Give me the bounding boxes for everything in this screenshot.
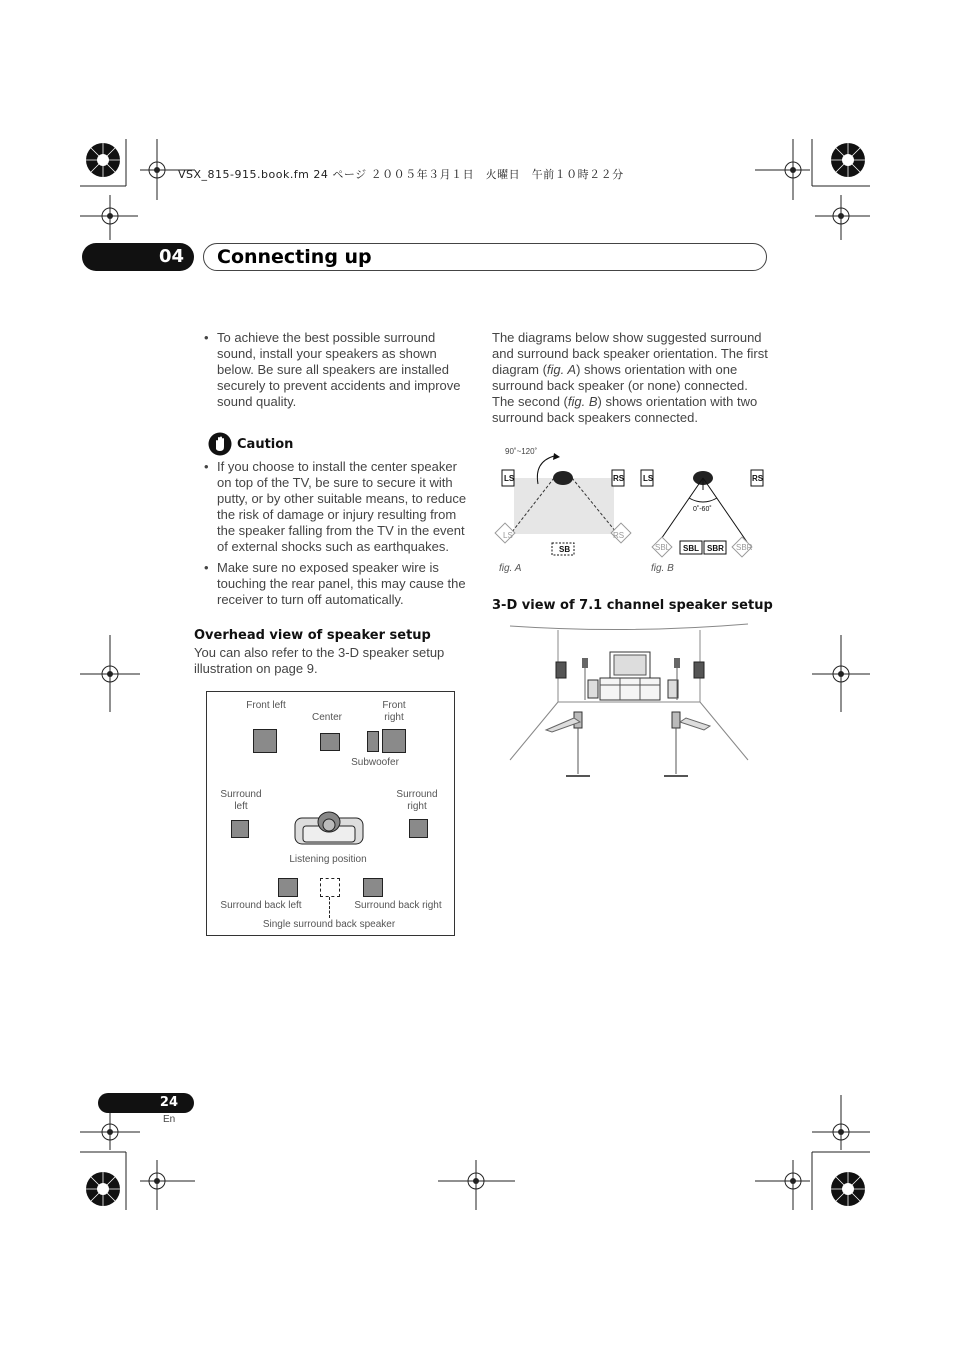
fig-a-ls-label: LS: [504, 474, 515, 483]
overhead-diagram: [206, 691, 455, 936]
fig-a-sb-label: SB: [559, 545, 571, 554]
threed-heading: 3-D view of 7.1 channel speaker setup: [492, 598, 773, 613]
fig-b-sbr-rear-label: SBR: [736, 543, 753, 552]
chapter-title: Connecting up: [217, 246, 372, 268]
caution-label: Caution: [237, 437, 294, 452]
overhead-heading: Overhead view of speaker setup: [194, 628, 431, 643]
fig-b-rs-label: RS: [752, 474, 764, 483]
overhead-text: You can also refer to the 3-D speaker setup illustration on page 9.: [194, 645, 445, 676]
surround-back-left-label: Surround back left: [220, 900, 302, 911]
center-speaker: [320, 733, 340, 751]
surround-right-label: Surround right: [396, 789, 438, 812]
fig-a-ls-rear-label: LS: [503, 531, 513, 540]
page-language: En: [163, 1114, 176, 1125]
threed-room-illustration: [508, 622, 750, 782]
page-number: 24: [98, 1093, 194, 1113]
subwoofer-speaker: [367, 731, 379, 752]
caution-hand-icon: [208, 432, 232, 456]
fig-b-ls-label: LS: [643, 474, 654, 483]
fig-b-sbl-label: SBL: [683, 544, 699, 553]
single-surround-back-label: Single surround back speaker: [262, 919, 396, 930]
caution-bullet: • If you choose to install the center speaker on top of the TV, be sure to secure it with putty, or by other suitable means, to reduce the risk of damage or injury resulting from the speaker falling from the TV in the event of external shocks such as earthquakes.: [217, 459, 469, 555]
surround-back-right-label: Surround back right: [354, 900, 442, 911]
surround-back-right-speaker: [363, 878, 383, 897]
intro-bullet: • To achieve the best possible surround sound, install your speakers as shown below. Be sure all speakers are installed securely to prevent accidents and improve sound quality.: [217, 330, 469, 410]
surround-left-speaker: [231, 820, 249, 838]
listening-position-label: Listening position: [289, 854, 367, 865]
front-right-label: Front right: [382, 700, 406, 723]
fig-a-caption: fig. A: [499, 563, 522, 574]
subwoofer-label: Subwoofer: [351, 757, 399, 768]
fig-a-rs-label: RS: [613, 474, 625, 483]
center-label: Center: [311, 712, 342, 723]
front-left-label: Front left: [246, 700, 286, 711]
surround-right-speaker: [409, 819, 428, 838]
surround-back-left-speaker: [278, 878, 298, 897]
fig-b-caption: fig. B: [651, 563, 674, 574]
orientation-intro: The diagrams below show suggested surround and surround back speaker orientation. The first diagram (fig. A) shows orientation with one surround back speaker (or none) connected. The second (fig. B) shows orientation with two surround back speakers connected.: [492, 330, 768, 425]
print-header: VSX_815-915.book.fm 24 ページ ２００５年３月１日 火曜日 午前１０時２２分: [178, 168, 624, 181]
chapter-number: 04: [82, 243, 194, 271]
single-surround-back-leader: [329, 897, 330, 918]
caution-bullet: • Make sure no exposed speaker wire is touching the rear panel, this may cause the receiver to turn off automatically.: [217, 560, 469, 608]
single-surround-back-speaker: [320, 878, 340, 897]
fig-a-angle-label: 90˚~120˚: [505, 447, 538, 456]
surround-left-label: Surround left: [220, 789, 262, 812]
front-right-speaker: [382, 729, 406, 753]
fig-b-sbr-label: SBR: [707, 544, 724, 553]
fig-a-rs-rear-label: RS: [613, 531, 625, 540]
fig-b-angle-label: 0˚-60˚: [693, 506, 712, 513]
sofa-icon: [293, 808, 365, 848]
front-left-speaker: [253, 729, 277, 753]
fig-b-sbl-rear-label: SBL: [655, 543, 671, 552]
